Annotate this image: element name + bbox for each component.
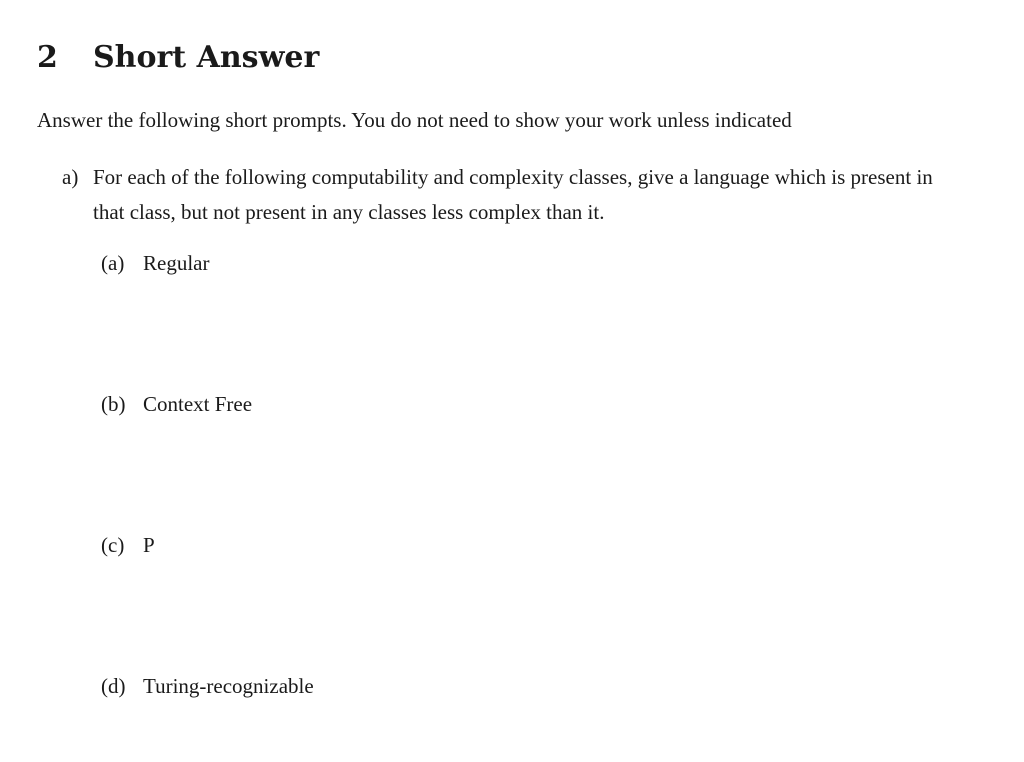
subpart-label: (c) — [101, 533, 125, 557]
subpart-text: Regular — [143, 251, 210, 275]
instructions-text: Answer the following short prompts. You do not need to show your work unless indicated — [37, 108, 792, 132]
subpart-context-free — [101, 390, 252, 418]
subpart-p — [101, 531, 155, 559]
question-label: a) — [62, 165, 79, 189]
subpart-label: (b) — [101, 392, 126, 416]
subpart-label: (a) — [101, 251, 125, 275]
section-number: 2 — [37, 40, 58, 75]
section-title: Short Answer — [93, 40, 320, 75]
subpart-text: P — [143, 533, 155, 557]
subpart-text: Turing-recognizable — [143, 674, 314, 698]
subpart-turing-recognizable — [101, 672, 314, 700]
subpart-regular — [101, 249, 209, 277]
question-text: For each of the following computability and complexity classes, give a language which is present in that class, but not present in any classes less complex than it. — [93, 165, 933, 224]
subpart-text: Context Free — [143, 392, 253, 416]
question-a — [62, 160, 952, 230]
subpart-label: (d) — [101, 674, 126, 698]
section-heading — [37, 38, 319, 78]
